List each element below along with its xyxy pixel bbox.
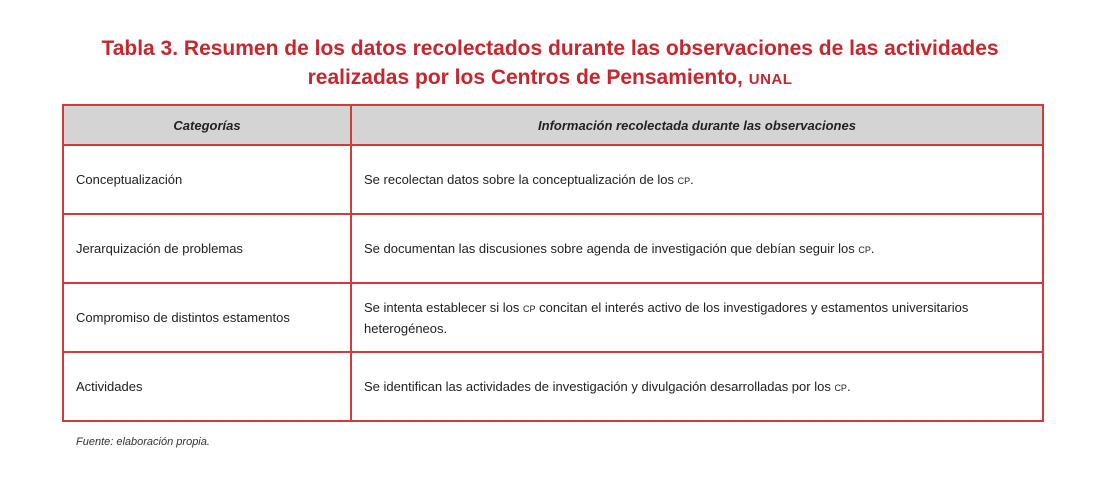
category-cell: Actividades: [63, 352, 351, 421]
header-information: Información recolectada durante las observaciones: [351, 105, 1043, 145]
info-text-end: .: [846, 379, 851, 394]
info-text-end: .: [690, 172, 694, 187]
header-categories: Categorías: [63, 105, 351, 145]
info-cell: [351, 214, 1043, 283]
source-note: Fuente: elaboración propia.: [76, 436, 210, 448]
info-cell: [351, 352, 1043, 421]
abbr-cp: cp: [834, 379, 847, 394]
abbr-cp: cp: [522, 299, 536, 315]
table-row: [63, 214, 1043, 283]
info-text-cont: concitan el interés activo de los investigadores y estamentos universitarios: [535, 299, 969, 315]
table-header-row: [63, 105, 1043, 145]
table-title-line-2-text: realizadas por los Centros de Pensamiento,: [307, 66, 749, 89]
info-text-end: .: [870, 241, 875, 256]
info-cell: [351, 145, 1043, 214]
table-row: [63, 145, 1043, 214]
info-line-1: [364, 297, 1030, 318]
table-title-line-2: [0, 63, 1100, 92]
info-cell: [351, 283, 1043, 352]
abbr-cp: cp: [677, 172, 691, 187]
category-cell: Jerarquización de problemas: [63, 214, 351, 283]
info-text: Se intenta establecer si los: [364, 299, 523, 315]
category-cell: Compromiso de distintos estamentos: [63, 283, 351, 352]
table-row: [63, 283, 1043, 352]
info-line-2: heterogéneos.: [364, 320, 448, 336]
summary-table: [62, 104, 1044, 422]
table-row: [63, 352, 1043, 421]
category-cell: Conceptualización: [63, 145, 351, 214]
info-text: Se identifican las actividades de investigación y divulgación desarrolladas por los: [364, 379, 835, 394]
info-text: Se documentan las discusiones sobre agenda de investigación que debían seguir los: [364, 241, 859, 256]
abbr-cp: cp: [858, 241, 871, 256]
table-title-institution: unal: [748, 66, 793, 89]
table-title: [0, 34, 1100, 92]
table-title-line-1: Tabla 3. Resumen de los datos recolectados durante las observaciones de las actividades: [101, 37, 999, 60]
info-text: Se recolectan datos sobre la conceptualización de los: [364, 172, 678, 187]
